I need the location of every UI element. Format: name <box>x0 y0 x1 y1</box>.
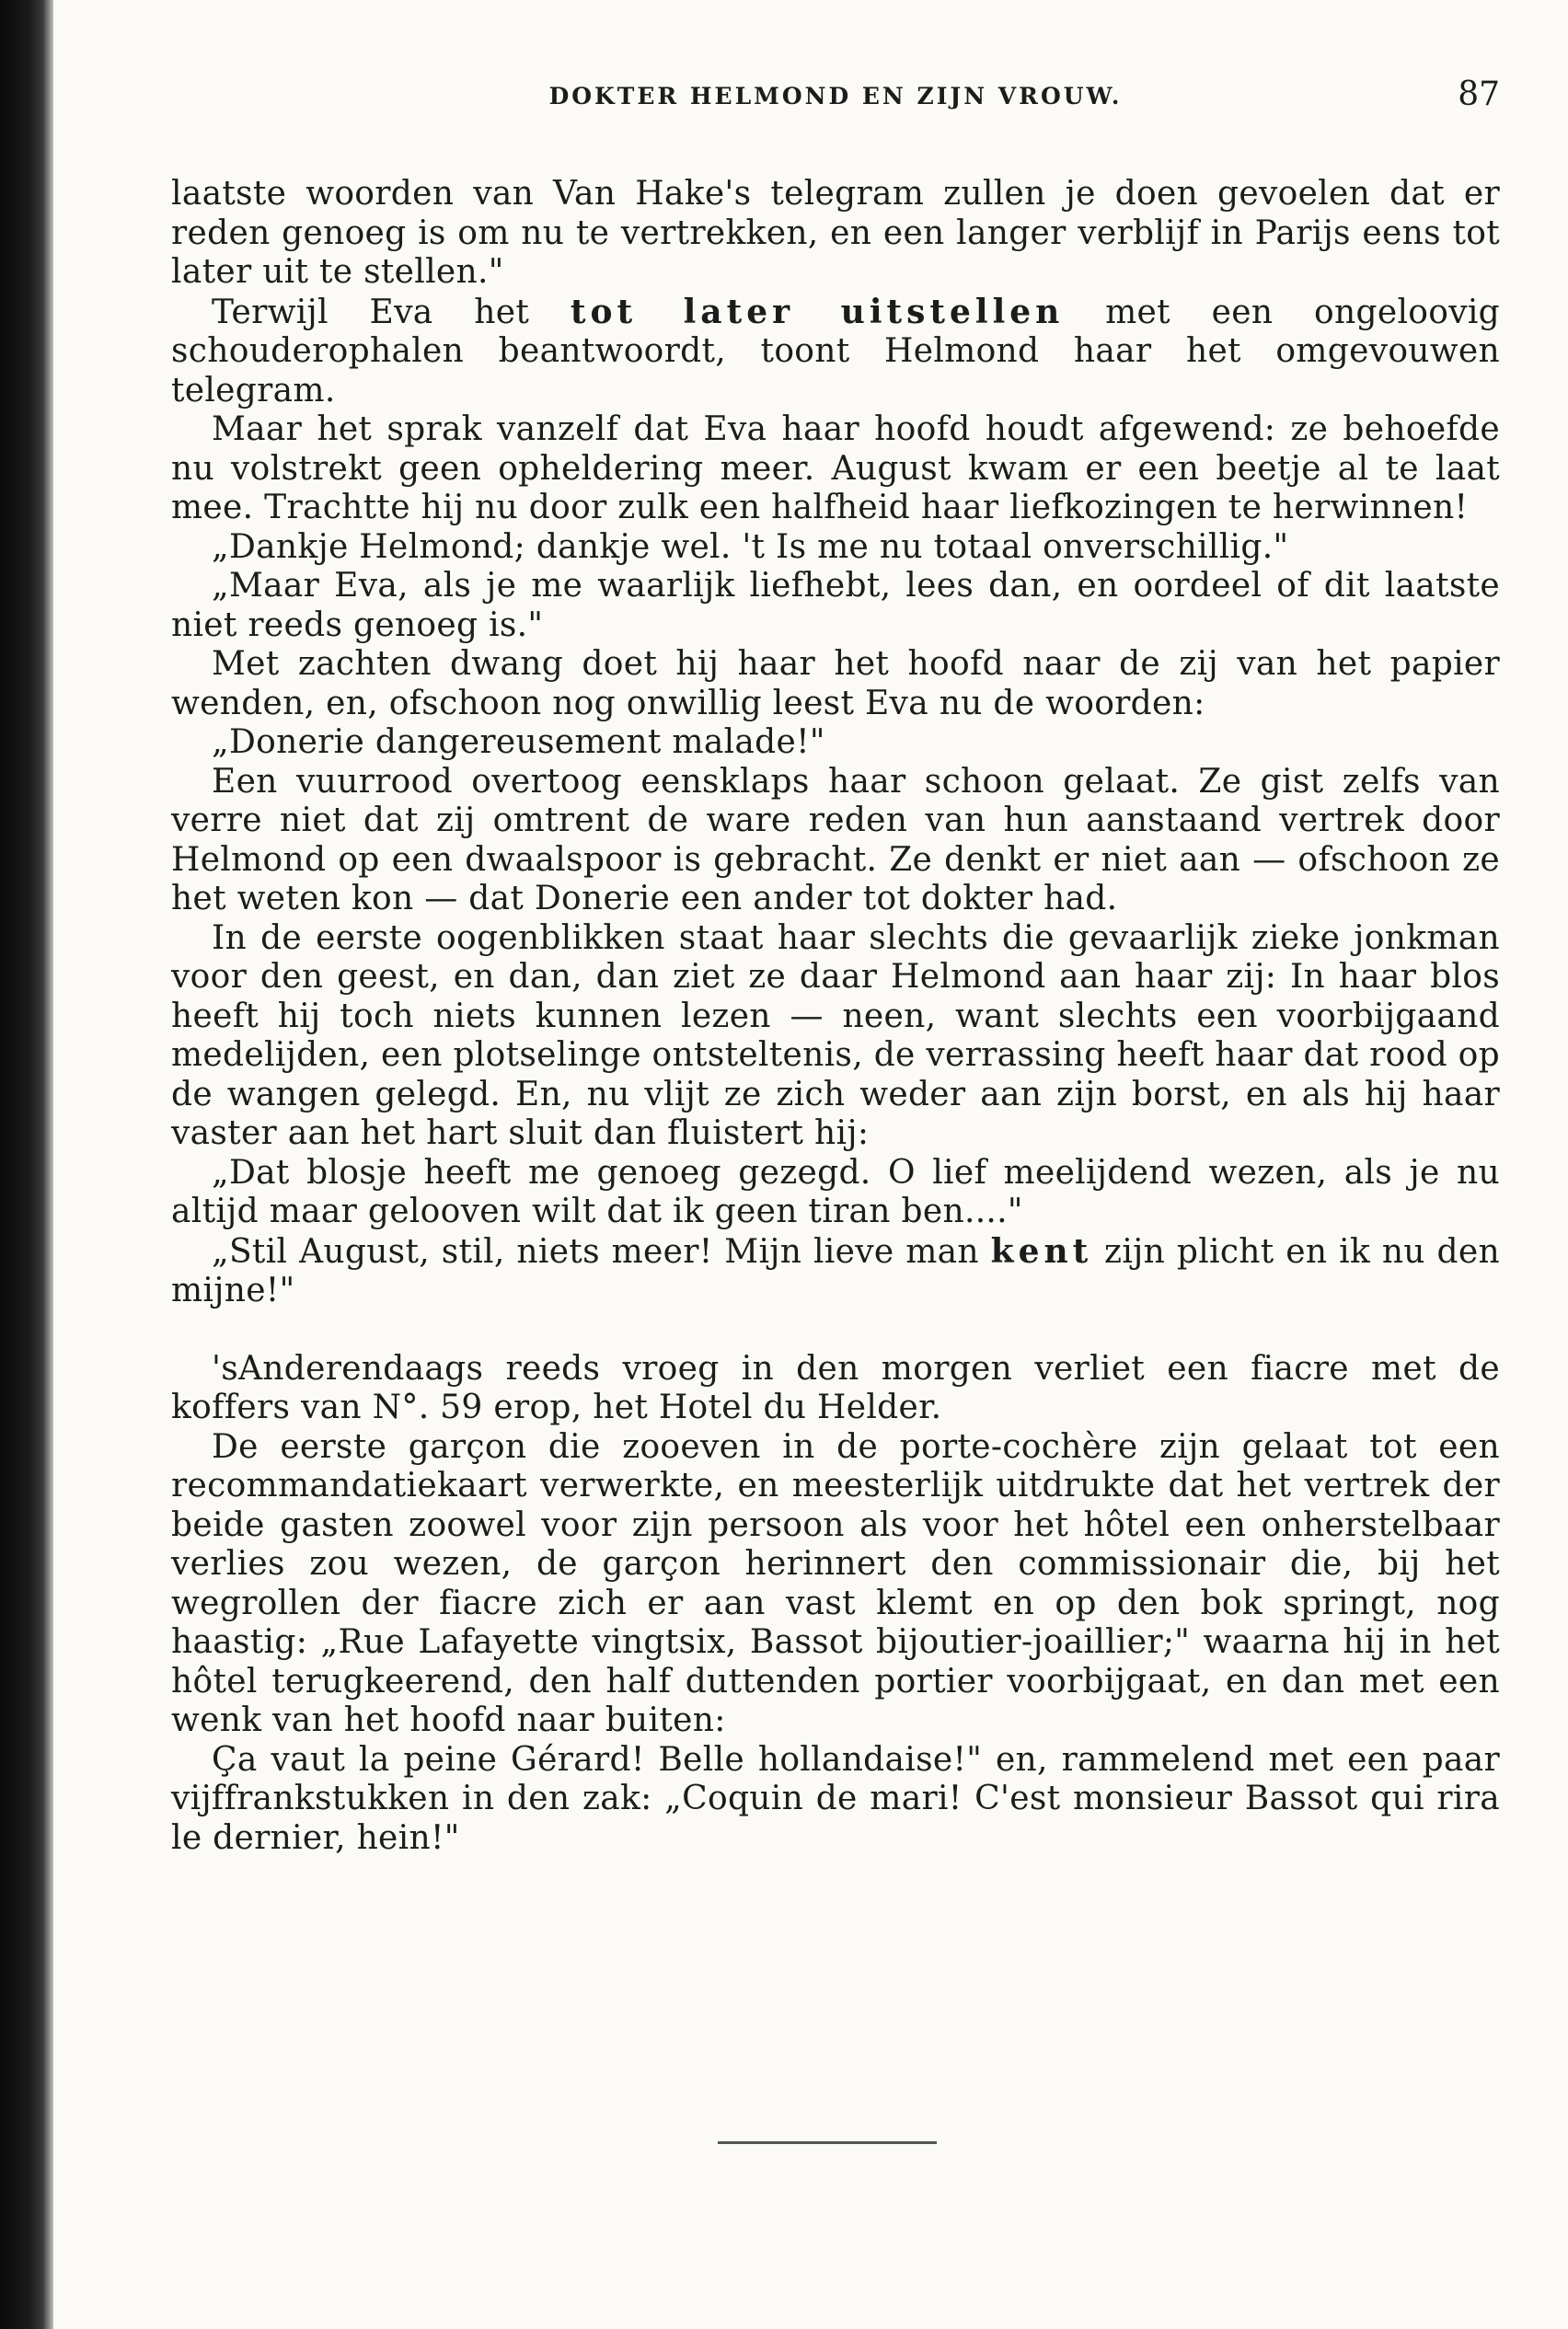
paragraph: De eerste garçon die zooeven in de porte-cochère zijn gelaat tot een recommandatiekaart verwerkte, en meesterlijk uitdrukte dat het vertrek der beide gasten zoowel voor zijn persoon als voor het hôtel een onherstelbaar verlies zou wezen, de garçon herinnert den commissionair die, bij het wegrollen der fiacre zich er aan vast klemt en op den bok springt, nog haastig: „Rue Lafayette vingtsix, Bassot bijoutier-joaillier;" waarna hij in het hôtel terugkeerend, den half duttenden portier voorbijgaat, en dan met een wenk van het hoofd naar buiten: <box>171 1427 1500 1739</box>
page-header <box>171 72 1500 118</box>
text-run: met een ongeloovig schouderophalen beantwoordt, toont Helmond haar het omgevouwen telegram. <box>171 293 1501 409</box>
page-number: 87 <box>1458 75 1500 113</box>
paragraph <box>171 1232 1500 1311</box>
paragraph: In de eerste oogenblikken staat haar slechts die gevaarlijk zieke jonkman voor den geest, en dan, dan ziet ze daar Helmond aan haar zij: In haar blos heeft hij toch niets kunnen lezen — neen, want slechts een voorbijgaand medelijden, een plotselinge ontsteltenis, de verrassing heeft haar dat rood op de wangen gelegd. En, nu vlijt ze zich weder aan zijn borst, en als hij haar vaster aan het hart sluit dan fluistert hij: <box>171 918 1500 1152</box>
paragraph <box>171 293 1500 411</box>
paragraph: Een vuurrood overtoog eensklaps haar schoon gelaat. Ze gist zelfs van verre niet dat zij omtrent de ware reden van hun aanstaand vertrek door Helmond op een dwaalspoor is gebracht. Ze denkt er niet aan — ofschoon ze het weten kon — dat Donerie een ander tot dokter had. <box>171 762 1500 917</box>
closing-rule <box>718 2141 937 2144</box>
paragraph: „Maar Eva, als je me waarlijk liefhebt, lees dan, en oordeel of dit laatste niet reeds genoeg is." <box>171 567 1500 644</box>
paragraph: „Dat blosje heeft me genoeg gezegd. O lief meelijdend wezen, als je nu altijd maar gelooven wilt dat ik geen tiran ben...." <box>171 1153 1500 1230</box>
paragraph: „Dankje Helmond; dankje wel. 't Is me nu totaal onverschillig." <box>212 527 1289 566</box>
body-text <box>171 175 1500 1858</box>
paragraph: Ça vaut la peine Gérard! Belle hollandaise!" en, rammelend met een paar vijffrankstukken in den zak: „Coquin de mari! C'est monsieur Bassot qui rira le dernier, hein!" <box>171 1740 1500 1857</box>
paragraph: „Donerie dangereusement malade!" <box>212 723 825 761</box>
paragraph: 'sAnderendaags reeds vroeg in den morgen verliet een fiacre met de koffers van N°. 59 erop, het Hotel du Helder. <box>171 1349 1500 1426</box>
text-run: „Stil August, stil, niets meer! Mijn lieve man <box>212 1232 991 1271</box>
emphasized-text: tot later uitstellen <box>570 292 1065 331</box>
paragraph: Met zachten dwang doet hij haar het hoofd naar de zij van het papier wenden, en, ofschoon nog onwillig leest Eva nu de woorden: <box>171 645 1500 722</box>
paragraph: Maar het sprak vanzelf dat Eva haar hoofd houdt afgewend: ze behoefde nu volstrekt geen opheldering meer. August kwam er een beetje al te laat mee. Trachtte hij nu door zulk een halfheid haar liefkozingen te herwinnen! <box>171 410 1500 526</box>
paragraph: laatste woorden van Van Hake's telegram zullen je doen gevoelen dat er reden genoeg is om nu te vertrekken, en een langer verblijf in Parijs eens tot later uit te stellen." <box>171 175 1500 291</box>
book-binding-edge <box>0 0 53 2329</box>
text-run: Terwijl Eva het <box>212 293 571 331</box>
text-run: zijn plicht en ik nu den mijne!" <box>171 1232 1500 1309</box>
running-head: DOKTER HELMOND EN ZIJN VROUW. <box>548 83 1123 110</box>
emphasized-text: kent <box>990 1231 1093 1271</box>
section-break <box>171 1311 1500 1350</box>
